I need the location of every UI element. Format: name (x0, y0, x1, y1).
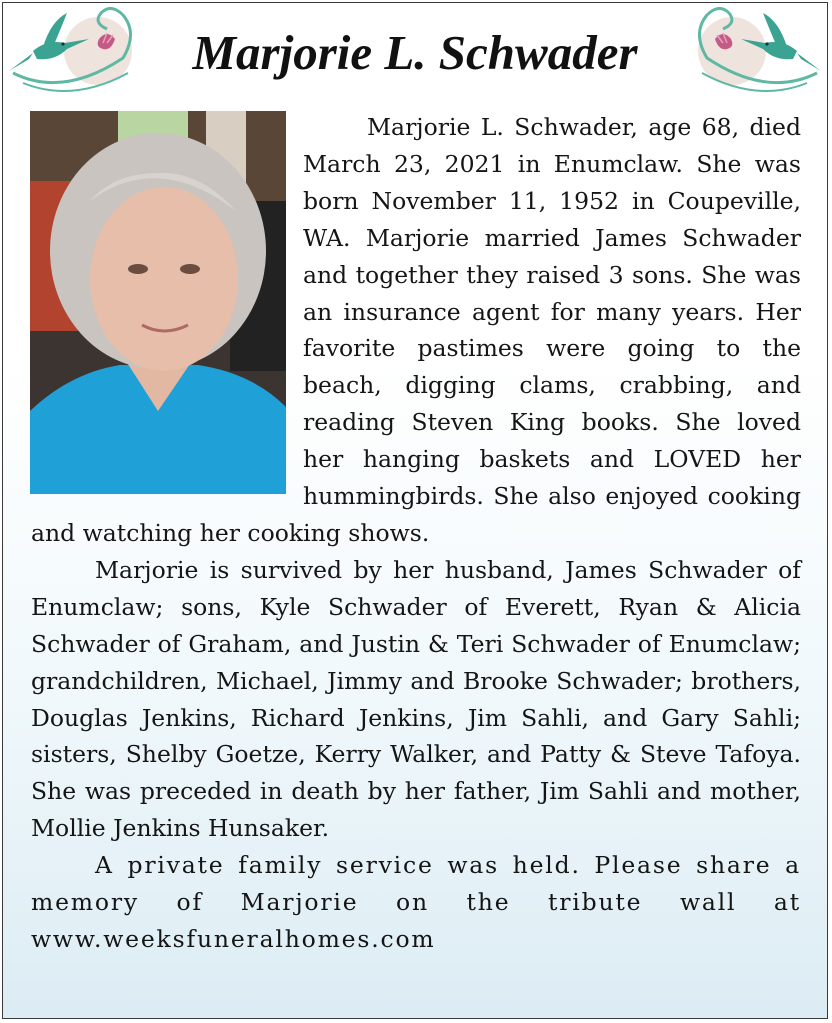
photo-text-wrap-spacer (31, 109, 303, 513)
obituary-title: Marjorie L. Schwader (192, 25, 638, 80)
obituary-paragraph-2: Marjorie is survived by her husband, James Schwader of Enumclaw; sons, Kyle Schwader of Everett, Ryan & Alicia Schwader of Graham, and Justin & Teri Schwader of Enumclaw; grandchildren, Michael, Jimmy and Brooke Schwader; brothers, Douglas Jenkins, Richard Jenkins, Jim Sahli, and Gary Sahli; sisters, Shelby Goetze, Kerry Walker, and Patty & Steve Tafoya. She was preceded in death by her father, Jim Sahli and mother, Mollie Jenkins Hunsaker. (31, 555, 801, 843)
obituary-paragraph-3: A private family service was held. Please share a memory of Marjorie on the tribute wall at www.weeksfuneralhomes.com (31, 851, 801, 953)
ornament-circle (64, 17, 132, 85)
obituary-paragraph-1: Marjorie L. Schwader, age 68, died March 23, 2021 in Enumclaw. She was born November 11, 1952 in Coupeville, WA. Marjorie married James Schwader and together they raised 3 sons. She was an insurance agent for many years. Her favorite pastimes were going to the beach, digging clams, crabbing, and reading Steven King books. She loved her hanging baskets and LOVED her hummingbirds. She also enjoyed cooking and watching her cooking shows. (31, 113, 801, 547)
obituary-card (2, 2, 828, 1019)
hummingbird-ornament-right (687, 3, 827, 103)
ornament-circle (698, 17, 766, 85)
hummingbird-ornament-left (3, 3, 143, 103)
obituary-body (31, 109, 801, 958)
